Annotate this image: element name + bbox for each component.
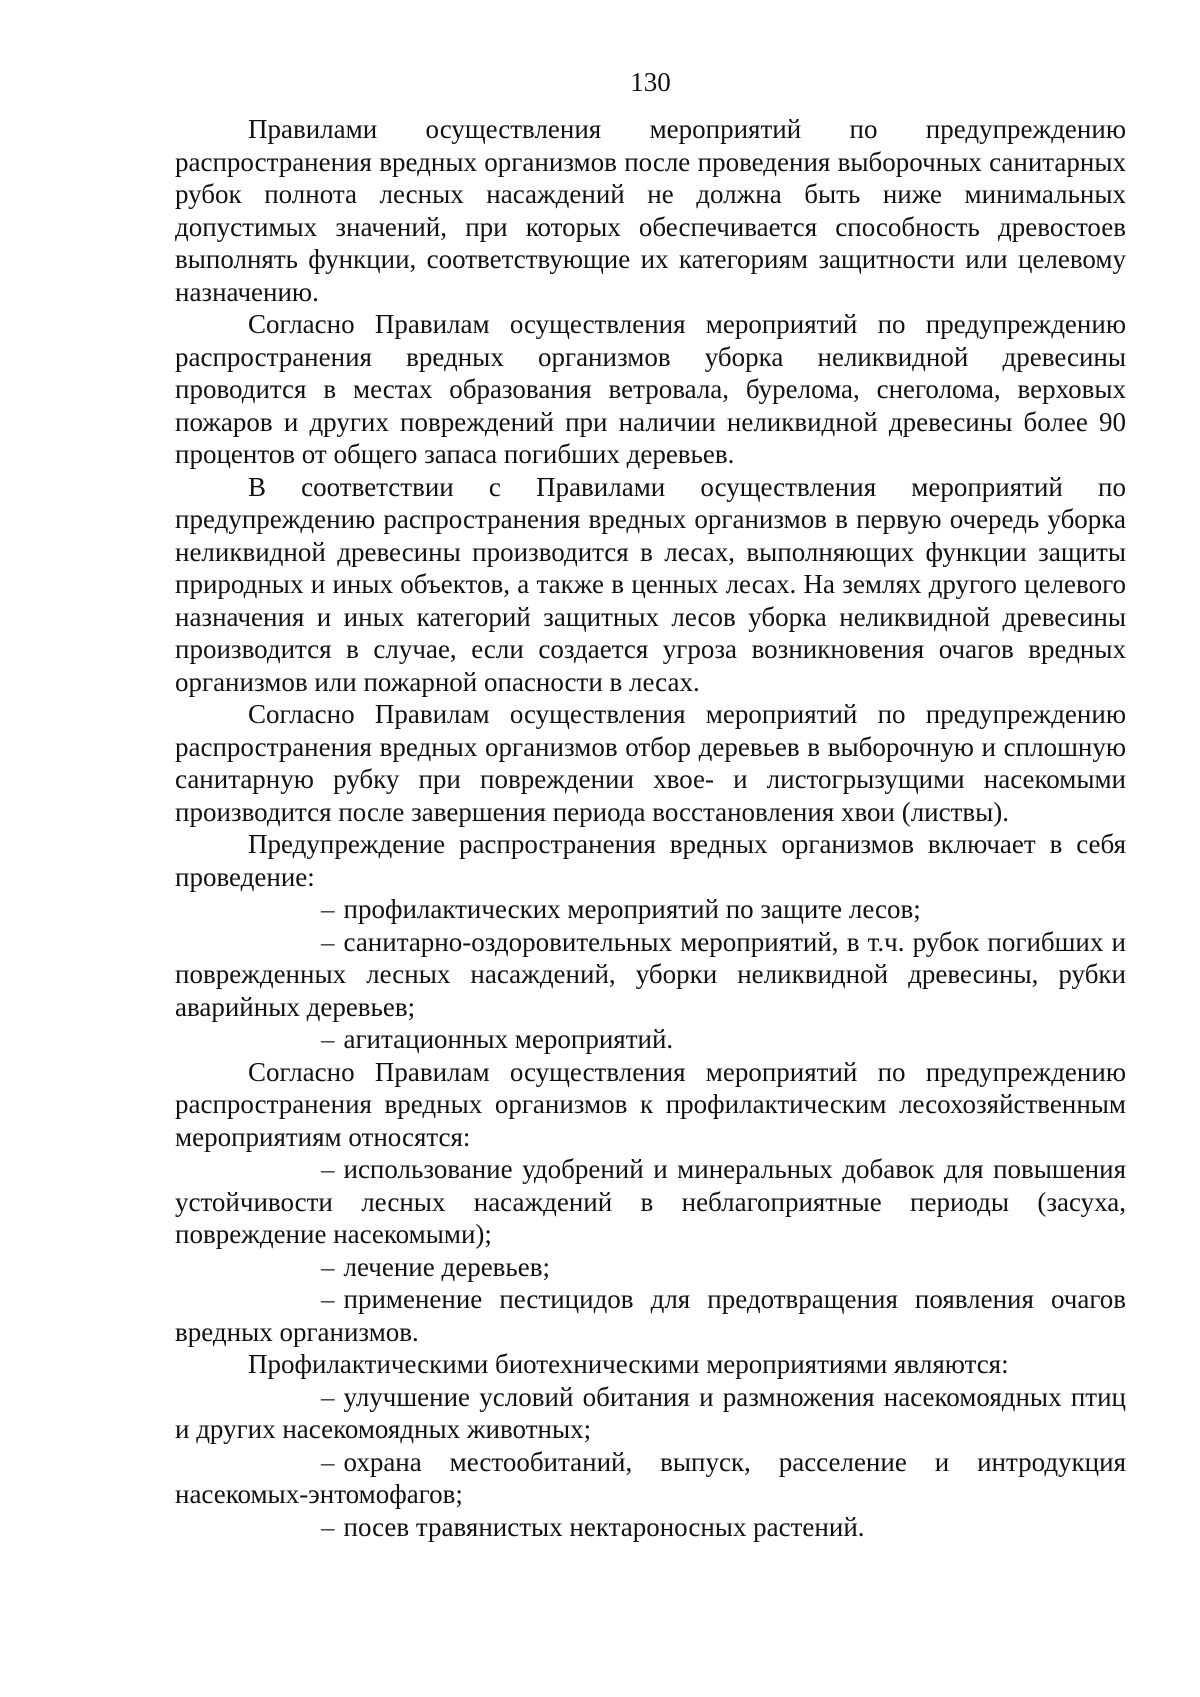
list-dash: – xyxy=(321,1511,335,1542)
list-dash: – xyxy=(321,926,335,957)
list-dash: – xyxy=(321,894,335,924)
list-dash: – xyxy=(321,1381,335,1412)
list-item xyxy=(175,893,1126,926)
list-item xyxy=(175,1283,1126,1348)
paragraph: Правилами осуществления мероприятий по предупреждению распространения вредных организмов после проведения выборочных санитарных рубок полнота лесных насаждений не должна быть ниже минимальных допустимых значений, при которых обеспечивается способность древостоев выполнять функции, соответствующие их категориям защитности или целевому назначению. xyxy=(175,114,1126,307)
list-dash: – xyxy=(321,1154,335,1184)
list-item-text: посев травянистых нектароносных растений. xyxy=(343,1511,865,1542)
list-item xyxy=(175,1153,1126,1251)
list-item-text: применение пестицидов для предотвращения появления очагов вредных организмов. xyxy=(175,1284,1126,1347)
list-item xyxy=(175,926,1126,1024)
paragraph: Предупреждение распространения вредных организмов включает в себя проведение: xyxy=(175,829,1126,892)
list-item xyxy=(175,1381,1126,1446)
list-dash: – xyxy=(321,1251,335,1282)
list-item-text: профилактических мероприятий по защите лесов; xyxy=(343,894,921,924)
list-item-text: охрана местообитаний, выпуск, расселение и интродукция насекомых-энтомофагов; xyxy=(175,1446,1126,1509)
list-item-text: лечение деревьев; xyxy=(343,1251,550,1282)
list-item-text: использование удобрений и минеральных добавок для повышения устойчивости лесных насаждений в неблагоприятные периоды (засуха, повреждение насекомыми); xyxy=(175,1154,1126,1249)
list-item-text: улучшение условий обитания и размножения насекомоядных птиц и других насекомоядных животных; xyxy=(175,1381,1126,1444)
list-dash: – xyxy=(321,1024,335,1054)
list-item xyxy=(175,1023,1126,1056)
paragraph: Профилактическими биотехническими мероприятиями являются: xyxy=(248,1349,1009,1379)
document-page xyxy=(175,66,1126,1543)
paragraph: Согласно Правилам осуществления мероприятий по предупреждению распространения вредных организмов к профилактическим лесохозяйственным мероприятиям относятся: xyxy=(175,1056,1126,1152)
list-item xyxy=(175,1251,1126,1284)
list-item xyxy=(175,1511,1126,1544)
list-dash: – xyxy=(321,1446,335,1477)
paragraph: Согласно Правилам осуществления мероприятий по предупреждению распространения вредных организмов отбор деревьев в выборочную и сплошную санитарную рубку при повреждении хвое- и листогрызущими насекомыми производится после завершения периода восстановления хвои (листвы). xyxy=(175,699,1126,827)
list-item xyxy=(175,1446,1126,1511)
paragraph: Согласно Правилам осуществления мероприятий по предупреждению распространения вредных организмов уборка неликвидной древесины проводится в местах образования ветровала, бурелома, снеголома, верховых пожаров и других повреждений при наличии неликвидной древесины более 90 процентов от общего запаса погибших деревьев. xyxy=(175,309,1126,469)
paragraph: В соответствии с Правилами осуществления мероприятий по предупреждению распространения вредных организмов в первую очередь уборка неликвидной древесины производится в лесах, выполняющих функции защиты природных и иных объектов, а также в ценных лесах. На землях другого целевого назначения и иных категорий защитных лесов уборка неликвидной древесины производится в случае, если создается угроза возникновения очагов вредных организмов или пожарной опасности в лесах. xyxy=(175,471,1126,697)
list-item-text: агитационных мероприятий. xyxy=(343,1024,674,1054)
page-number: 130 xyxy=(630,67,671,97)
list-dash: – xyxy=(321,1284,335,1314)
list-item-text: санитарно-оздоровительных мероприятий, в т.ч. рубок погибших и поврежденных лесных насаждений, уборки неликвидной древесины, рубки аварийных деревьев; xyxy=(175,926,1126,1022)
